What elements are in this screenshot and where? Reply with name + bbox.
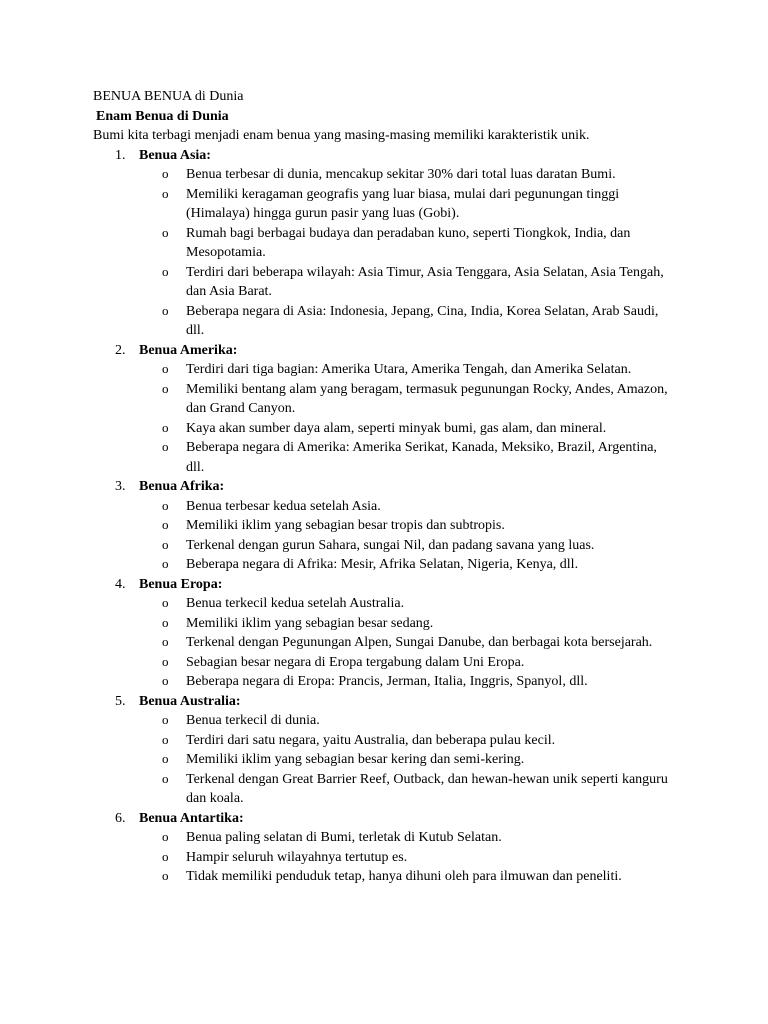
document-page — [93, 87, 678, 887]
list-item-text: Memiliki iklim yang sebagian besar tropis dan subtropis. — [186, 518, 505, 533]
circle-bullet-icon: o — [162, 595, 169, 610]
list-item-text: Terkenal dengan Great Barrier Reef, Outback, dan hewan-hewan unik seperti kanguru dan koala. — [186, 771, 668, 806]
list-item — [139, 770, 678, 809]
list-item-text: Terkenal dengan Pegunungan Alpen, Sungai Danube, dan berbagai kota bersejarah. — [186, 635, 653, 650]
list-item-text: Benua terbesar kedua setelah Asia. — [186, 498, 381, 514]
circle-bullet-icon: o — [162, 673, 169, 688]
list-item — [139, 653, 678, 673]
circle-bullet-icon: o — [162, 829, 169, 844]
list-item — [139, 497, 678, 517]
list-item — [139, 224, 678, 263]
continent-item — [93, 341, 678, 478]
list-item-text: Terdiri dari satu negara, yaitu Australia, dan beberapa pulau kecil. — [186, 732, 556, 748]
list-item-text: Hampir seluruh wilayahnya tertutup es. — [186, 849, 408, 865]
circle-bullet-icon: o — [162, 439, 169, 454]
continent-heading: Benua Amerika: — [139, 342, 238, 358]
list-item — [139, 594, 678, 614]
list-item — [139, 828, 678, 848]
list-item-text: Memiliki keragaman geografis yang luar biasa, mulai dari pegunungan tinggi (Himalaya) hingga gurun pasir yang luas (Gobi). — [186, 186, 620, 221]
list-number: 3. — [115, 479, 126, 494]
circle-bullet-icon: o — [162, 848, 169, 864]
list-number: 2. — [115, 342, 126, 358]
point-list — [139, 497, 678, 575]
list-item-text: Terdiri dari tiga bagian: Amerika Utara, Amerika Tengah, dan Amerika Selatan. — [186, 362, 632, 377]
list-item — [139, 731, 678, 751]
list-item — [139, 185, 678, 224]
circle-bullet-icon: o — [162, 419, 169, 435]
circle-bullet-icon: o — [162, 263, 169, 279]
list-item-text: Sebagian besar negara di Eropa tergabung dalam Uni Eropa. — [186, 654, 525, 670]
circle-bullet-icon: o — [162, 653, 169, 669]
document-title: BENUA BENUA di Dunia — [93, 89, 244, 104]
continent-item — [93, 477, 678, 575]
document-subtitle: Enam Benua di Dunia — [96, 108, 229, 124]
list-item — [139, 672, 678, 692]
circle-bullet-icon: o — [162, 380, 169, 396]
circle-bullet-icon: o — [162, 166, 169, 181]
point-list — [139, 711, 678, 809]
point-list — [139, 360, 678, 477]
list-number: 1. — [115, 147, 126, 163]
list-item — [139, 633, 678, 653]
circle-bullet-icon: o — [162, 536, 169, 552]
list-item — [139, 165, 678, 185]
circle-bullet-icon: o — [162, 361, 169, 376]
list-item-text: Benua paling selatan di Bumi, terletak di Kutub Selatan. — [186, 830, 502, 845]
continent-heading: Benua Afrika: — [139, 479, 225, 494]
continent-item — [93, 146, 678, 341]
circle-bullet-icon: o — [162, 614, 169, 630]
point-list — [139, 594, 678, 692]
list-item-text: Terkenal dengan gurun Sahara, sungai Nil, dan padang savana yang luas. — [186, 537, 595, 553]
continent-item — [93, 692, 678, 809]
list-item — [139, 419, 678, 439]
circle-bullet-icon: o — [162, 770, 169, 786]
continent-list — [93, 146, 678, 887]
intro-paragraph: Bumi kita terbagi menjadi enam benua yang masing-masing memiliki karakteristik unik. — [93, 128, 590, 143]
continent-item — [93, 575, 678, 692]
list-item-text: Memiliki iklim yang sebagian besar sedang. — [186, 615, 434, 631]
list-item — [139, 438, 678, 477]
list-item — [139, 263, 678, 302]
list-item-text: Rumah bagi berbagai budaya dan peradaban kuno, seperti Tiongkok, India, dan Mesopotamia. — [186, 225, 631, 260]
list-item-text: Benua terbesar di dunia, mencakup sekitar 30% dari total luas daratan Bumi. — [186, 167, 616, 182]
list-number: 5. — [115, 693, 126, 709]
list-item-text: Memiliki iklim yang sebagian besar kering dan semi-kering. — [186, 752, 525, 767]
list-item — [139, 711, 678, 731]
continent-heading: Benua Australia: — [139, 693, 241, 709]
list-item-text: Beberapa negara di Asia: Indonesia, Jepang, Cina, India, Korea Selatan, Arab Saudi, dll. — [186, 303, 659, 338]
circle-bullet-icon: o — [162, 731, 169, 747]
circle-bullet-icon: o — [162, 185, 169, 201]
list-item — [139, 614, 678, 634]
continent-heading: Benua Eropa: — [139, 576, 223, 592]
list-item-text: Tidak memiliki penduduk tetap, hanya dihuni oleh para ilmuwan dan peneliti. — [186, 869, 622, 884]
list-item — [139, 516, 678, 536]
list-item-text: Benua terkecil kedua setelah Australia. — [186, 596, 405, 611]
list-number: 4. — [115, 576, 126, 592]
continent-item — [93, 809, 678, 887]
continent-heading: Benua Antartika: — [139, 810, 244, 826]
list-item-text: Beberapa negara di Afrika: Mesir, Afrika Selatan, Nigeria, Kenya, dll. — [186, 557, 579, 572]
list-number: 6. — [115, 810, 126, 826]
list-item-text: Terdiri dari beberapa wilayah: Asia Timur, Asia Tenggara, Asia Selatan, Asia Tengah, dan Asia Barat. — [186, 264, 664, 299]
continent-heading: Benua Asia: — [139, 147, 211, 163]
list-item — [139, 848, 678, 868]
list-item — [139, 555, 678, 575]
list-item — [139, 302, 678, 341]
list-item-text: Beberapa negara di Amerika: Amerika Serikat, Kanada, Meksiko, Brazil, Argentina, dll. — [186, 440, 657, 475]
circle-bullet-icon: o — [162, 302, 169, 318]
list-item-text: Beberapa negara di Eropa: Prancis, Jerman, Italia, Inggris, Spanyol, dll. — [186, 674, 588, 689]
circle-bullet-icon: o — [162, 712, 169, 727]
point-list — [139, 828, 678, 887]
circle-bullet-icon: o — [162, 224, 169, 240]
circle-bullet-icon: o — [162, 751, 169, 766]
list-item — [139, 380, 678, 419]
circle-bullet-icon: o — [162, 634, 169, 649]
list-item — [139, 360, 678, 380]
circle-bullet-icon: o — [162, 556, 169, 571]
list-item-text: Benua terkecil di dunia. — [186, 713, 320, 728]
circle-bullet-icon: o — [162, 868, 169, 883]
list-item — [139, 536, 678, 556]
circle-bullet-icon: o — [162, 517, 169, 532]
list-item — [139, 867, 678, 887]
list-item-text: Memiliki bentang alam yang beragam, termasuk pegunungan Rocky, Andes, Amazon, dan Grand Canyon. — [186, 381, 668, 416]
circle-bullet-icon: o — [162, 497, 169, 513]
point-list — [139, 165, 678, 341]
list-item — [139, 750, 678, 770]
list-item-text: Kaya akan sumber daya alam, seperti minyak bumi, gas alam, dan mineral. — [186, 420, 607, 436]
